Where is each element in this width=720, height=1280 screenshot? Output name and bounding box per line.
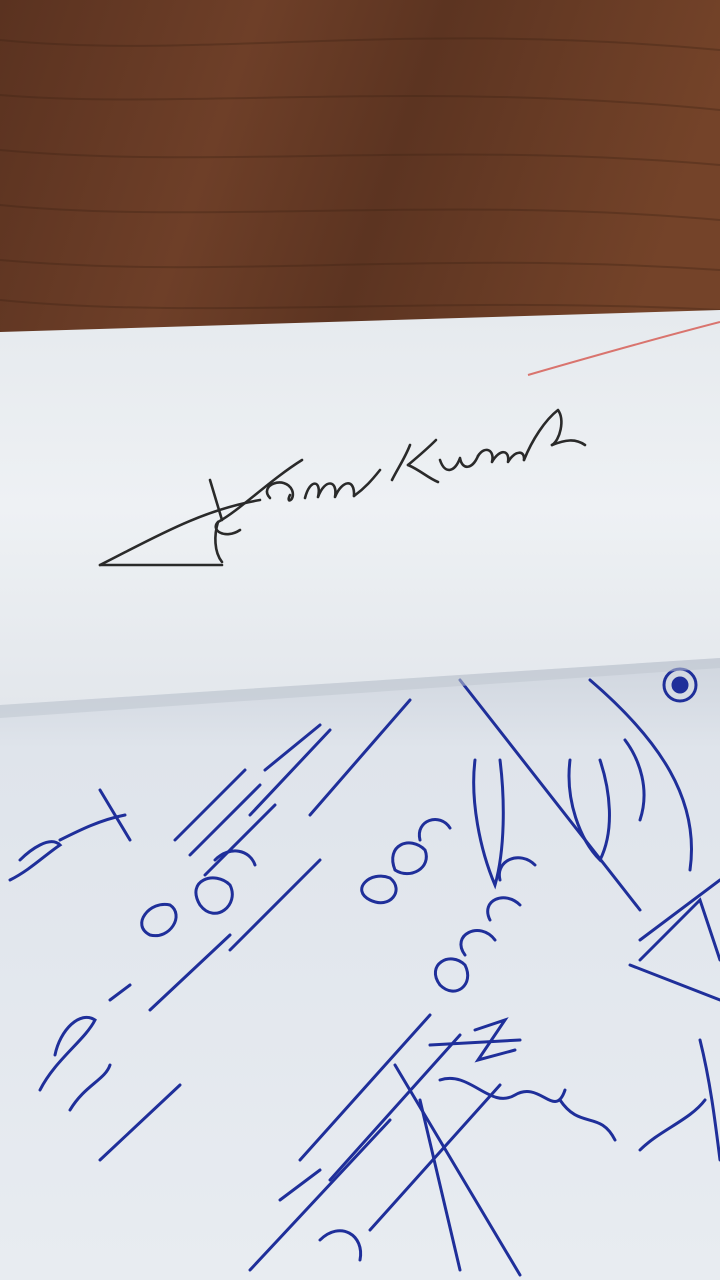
signature-paper xyxy=(0,310,720,705)
notebook-page xyxy=(0,655,720,1280)
